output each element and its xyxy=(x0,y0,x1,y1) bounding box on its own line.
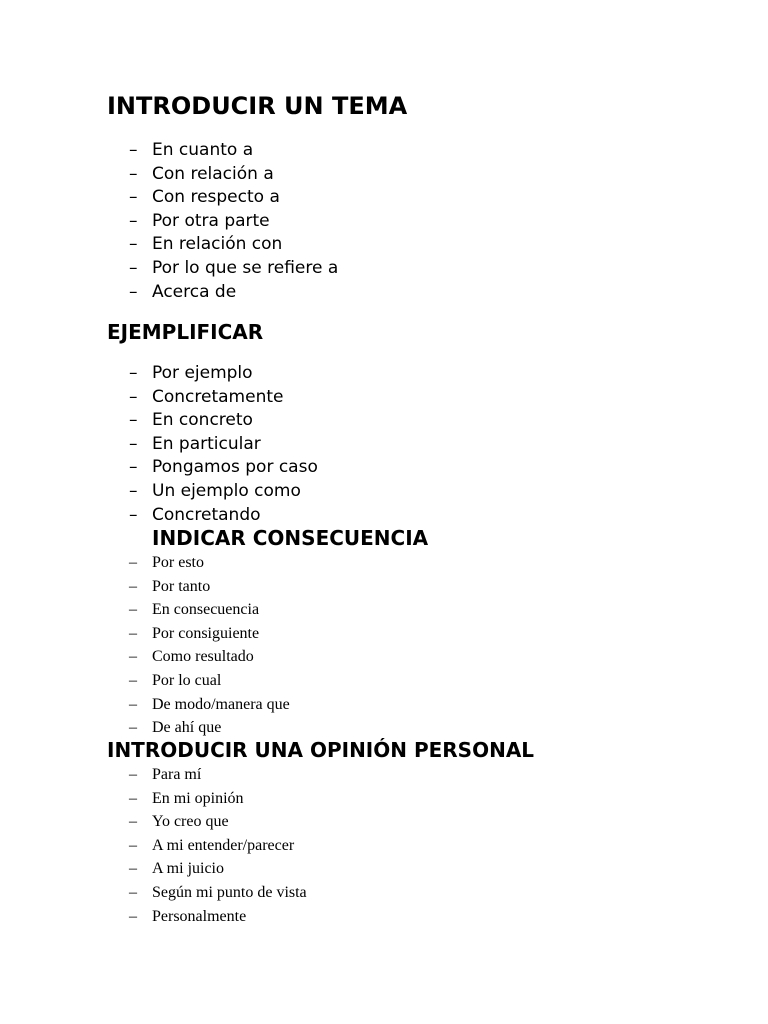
dash-bullet: – xyxy=(129,860,137,878)
dash-bullet: – xyxy=(129,813,137,831)
list-item-text: Por consiguiente xyxy=(152,624,260,642)
dash-bullet: – xyxy=(129,836,137,854)
list-item-text: Por otra parte xyxy=(152,210,270,231)
section-heading-indicar-consecuencia: INDICAR CONSECUENCIA xyxy=(152,526,429,550)
list-item xyxy=(0,763,700,787)
list-item-text: Concretamente xyxy=(152,386,284,407)
dash-bullet: – xyxy=(129,554,137,571)
dash-bullet: – xyxy=(129,140,138,160)
list-item xyxy=(0,881,700,905)
list-introducir-un-tema xyxy=(0,139,700,304)
list-item xyxy=(0,233,700,257)
list-item xyxy=(0,409,700,433)
list-item-text: Por esto xyxy=(152,554,204,571)
list-item-text: En mi opinión xyxy=(152,789,244,807)
list-item xyxy=(0,693,700,717)
list-introducir-una-opinion-personal xyxy=(0,763,700,928)
dash-bullet: – xyxy=(129,410,138,431)
list-item xyxy=(0,433,700,457)
list-item-text: Con relación a xyxy=(152,163,274,184)
list-item-text: A mi entender/parecer xyxy=(152,836,295,854)
list-item xyxy=(0,186,700,210)
dash-bullet: – xyxy=(129,601,137,619)
list-ejemplificar xyxy=(0,362,700,527)
section-heading-introducir-una-opinion-personal: INTRODUCIR UNA OPINIÓN PERSONAL xyxy=(107,738,535,762)
list-item-text: Acerca de xyxy=(152,281,237,302)
list-item-text: En concreto xyxy=(152,410,253,431)
dash-bullet: – xyxy=(129,257,138,278)
list-item-text: Según mi punto de vista xyxy=(152,883,307,901)
list-item-text: Por lo que se refiere a xyxy=(152,257,339,278)
dash-bullet: – xyxy=(129,163,138,184)
list-indicar-consecuencia xyxy=(0,551,700,740)
list-item xyxy=(0,857,700,881)
list-item xyxy=(0,810,700,834)
dash-bullet: – xyxy=(129,883,137,901)
list-item xyxy=(0,787,700,811)
dash-bullet: – xyxy=(129,624,137,642)
list-item xyxy=(0,257,700,281)
list-item xyxy=(0,598,700,622)
list-item-text: En cuanto a xyxy=(152,140,254,160)
dash-bullet: – xyxy=(129,457,138,478)
dash-bullet: – xyxy=(129,386,138,407)
dash-bullet: – xyxy=(129,907,137,925)
list-item-text: En relación con xyxy=(152,234,283,255)
section-heading-ejemplificar: EJEMPLIFICAR xyxy=(107,320,264,344)
list-item xyxy=(0,281,700,305)
list-item-text: Por ejemplo xyxy=(152,363,253,383)
list-item-text: De modo/manera que xyxy=(152,695,290,713)
dash-bullet: – xyxy=(129,671,137,689)
list-item-text: Como resultado xyxy=(152,648,254,666)
list-item xyxy=(0,905,700,929)
list-item xyxy=(0,480,700,504)
dash-bullet: – xyxy=(129,210,138,231)
list-item xyxy=(0,575,700,599)
list-item xyxy=(0,210,700,234)
list-item-text: En particular xyxy=(152,433,261,454)
dash-bullet: – xyxy=(129,480,138,501)
dash-bullet: – xyxy=(129,719,137,737)
list-item-text: De ahí que xyxy=(152,719,222,737)
list-item xyxy=(0,669,700,693)
list-item-text: Para mí xyxy=(152,766,202,783)
list-item xyxy=(0,645,700,669)
dash-bullet: – xyxy=(129,281,138,302)
list-item-text: Con respecto a xyxy=(152,187,280,208)
dash-bullet: – xyxy=(129,504,138,525)
list-item xyxy=(0,504,700,528)
list-item xyxy=(0,163,700,187)
list-item-text: Por lo cual xyxy=(152,671,222,689)
list-item-text: A mi juicio xyxy=(152,860,224,878)
list-item-text: Concretando xyxy=(152,504,261,525)
list-item-text: Personalmente xyxy=(152,907,247,925)
dash-bullet: – xyxy=(129,363,138,383)
list-item-text: Yo creo que xyxy=(152,813,229,831)
list-item-text: Por tanto xyxy=(152,577,211,595)
dash-bullet: – xyxy=(129,234,138,255)
dash-bullet: – xyxy=(129,766,137,783)
section-heading-introducir-un-tema: INTRODUCIR UN TEMA xyxy=(107,92,408,120)
list-item-text: Pongamos por caso xyxy=(152,457,318,478)
dash-bullet: – xyxy=(129,648,137,666)
dash-bullet: – xyxy=(129,789,137,807)
dash-bullet: – xyxy=(129,433,138,454)
list-item xyxy=(0,551,700,575)
list-item-text: Un ejemplo como xyxy=(152,480,301,501)
dash-bullet: – xyxy=(129,695,137,713)
list-item xyxy=(0,456,700,480)
list-item xyxy=(0,834,700,858)
dash-bullet: – xyxy=(129,577,137,595)
list-item xyxy=(0,362,700,386)
list-item-text: En consecuencia xyxy=(152,601,260,619)
dash-bullet: – xyxy=(129,187,138,208)
list-item xyxy=(0,622,700,646)
list-item xyxy=(0,386,700,410)
list-item xyxy=(0,139,700,163)
